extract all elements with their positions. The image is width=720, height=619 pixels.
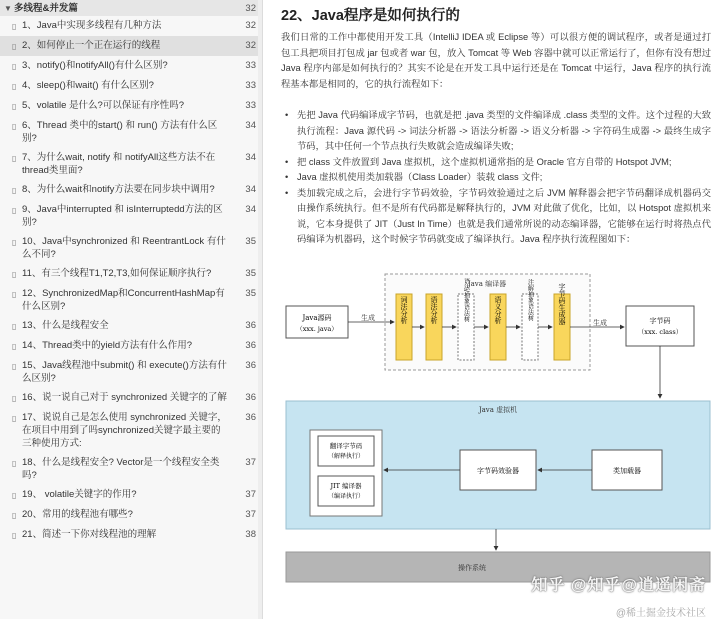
toc-item-page: 35 <box>245 236 256 247</box>
toc-item-page: 34 <box>245 204 256 215</box>
toc-item-page: 32 <box>245 20 256 31</box>
toc-item-label: 13、什么是线程安全 <box>22 320 109 331</box>
verifier-label: 字节码效验器 <box>477 467 519 475</box>
toc-item[interactable] <box>0 148 262 180</box>
toc-item-label: 14、Thread类中的yield方法有什么作用? <box>22 340 192 351</box>
bookmark-icon: ▯ <box>12 491 17 500</box>
toc-item-label: 5、volatile 是什么?可以保证有序性吗? <box>22 100 185 111</box>
toc-item[interactable] <box>0 76 262 96</box>
toc-item-page: 32 <box>245 40 256 51</box>
jvm-title: Java 虚拟机 <box>478 406 518 414</box>
interpreter-sub: （解释执行） <box>327 453 365 460</box>
toc-item-label: 11、有三个线程T1,T2,T3,如何保证顺序执行? <box>22 268 212 279</box>
bookmark-icon: ▯ <box>12 362 17 371</box>
toc-item-page: 33 <box>245 60 256 71</box>
bullet-list <box>285 108 711 248</box>
source-label: Java源码 <box>302 314 332 322</box>
toc-item[interactable] <box>0 264 262 284</box>
annotated-ast-label: 注解抽象语法树 <box>526 279 534 321</box>
bytecode-label: 字节码 <box>649 317 671 325</box>
bookmark-icon: ▯ <box>12 42 17 51</box>
document-page <box>263 0 720 619</box>
toc-item[interactable] <box>0 180 262 200</box>
bookmark-icon: ▯ <box>12 531 17 540</box>
toc-item-page: 33 <box>245 100 256 111</box>
bookmark-icon: ▯ <box>12 270 17 279</box>
bullet-item: • 把 class 文件放置到 Java 虚拟机，这个虚拟机通常指的是 Oracle 官方自带的 Hotspot JVM; <box>285 155 711 171</box>
generate-label-2: 生成 <box>593 319 607 327</box>
toc-list <box>0 16 262 545</box>
toc-item-label: 2、如何停止一个正在运行的线程 <box>22 40 161 51</box>
toc-sidebar <box>0 0 263 619</box>
toc-item[interactable] <box>0 356 262 388</box>
toc-item-label: 21、简述一下你对线程池的理解 <box>22 529 157 540</box>
toc-item[interactable] <box>0 453 262 485</box>
toc-item-label: 1、Java中实现多线程有几种方法 <box>22 20 162 31</box>
java-execution-diagram <box>280 244 717 596</box>
generate-label-1: 生成 <box>361 314 375 322</box>
toc-item-label: 18、什么是线程安全? Vector是一个线程安全类吗? <box>22 457 220 481</box>
jit-label: JIT 编译器 <box>330 482 362 490</box>
bookmark-icon: ▯ <box>12 511 17 520</box>
toc-item[interactable] <box>0 16 262 36</box>
toc-item[interactable] <box>0 408 262 453</box>
toc-item-label: 10、Java中synchronized 和 ReentrantLock 有什么不同? <box>22 236 226 260</box>
toc-item-page: 36 <box>245 360 256 371</box>
toc-item-label: 17、说说自己是怎么使用 synchronized 关键字，在项目中用到了吗synchronized关键字最主要的三种使用方式: <box>22 412 227 449</box>
bookmark-icon: ▯ <box>12 62 17 71</box>
toc-item-page: 38 <box>245 529 256 540</box>
bookmark-icon: ▯ <box>12 82 17 91</box>
toc-item[interactable] <box>0 525 262 545</box>
toc-item[interactable] <box>0 505 262 525</box>
toc-item-page: 36 <box>245 392 256 403</box>
toc-item[interactable] <box>0 336 262 356</box>
toc-item-page: 34 <box>245 120 256 131</box>
bookmark-icon: ▯ <box>12 394 17 403</box>
toc-section-header[interactable] <box>0 0 262 16</box>
page-title: 22、Java程序是如何执行的 <box>281 8 460 24</box>
bullet-item: • 先把 Java 代码编译成字节码，也就是把 .java 类型的文件编译成 .class 类型的文件。这个过程的大致执行流程：Java 源代码 -> 词法分析器 -> 语法分析器 -> 语义分析器 -> 字符码生成器 -> 最终生成字节码，其中任何一个节点执行失败就会造成编译失败; <box>285 108 711 155</box>
bookmark-icon: ▯ <box>12 342 17 351</box>
toc-item[interactable] <box>0 56 262 76</box>
jit-sub: （编译执行） <box>327 493 365 500</box>
toc-item[interactable] <box>0 200 262 232</box>
toc-item-page: 33 <box>245 80 256 91</box>
toc-item[interactable] <box>0 232 262 264</box>
watermark: 知乎 @知乎@逍遥闲斋 <box>531 577 706 594</box>
toc-item-page: 37 <box>245 457 256 468</box>
toc-item-page: 37 <box>245 489 256 500</box>
interpreter-label: 翻译字节码 <box>329 442 363 450</box>
toc-item-label: 6、Thread 类中的start() 和 run() 方法有什么区别? <box>22 120 218 144</box>
toc-item-page: 35 <box>245 268 256 279</box>
toc-item-label: 8、为什么wait和notify方法要在同步块中调用? <box>22 184 215 195</box>
bookmark-icon: ▯ <box>12 122 17 131</box>
intro-paragraph: 我们日常的工作中都使用开发工具（IntelliJ IDEA 或 Eclipse 等）可以很方便的调试程序，或者是通过打包工具把项目打包成 jar 包或者 war 包，放入 Tomcat 等 Web 容器中就可以正常运行了，但你有没有想过 Java 程序内部是如何执行的？其实不论是在开发工具中运行还是在 Tomcat 中运行，Java 程序的执行流程基本都是相同的，它的执行流程如下： <box>281 32 711 89</box>
compiler-title: Java 编译器 <box>467 280 507 288</box>
bytecode-sub: （xxx. class） <box>637 328 683 336</box>
toc-item[interactable] <box>0 36 262 56</box>
toc-item-page: 36 <box>245 412 256 423</box>
bytecode-box <box>626 306 694 346</box>
sidebar-scrollbar[interactable] <box>258 0 262 619</box>
toc-item[interactable] <box>0 316 262 336</box>
jit-box <box>318 476 374 506</box>
bookmark-icon: ▯ <box>12 459 17 468</box>
toc-item-page: 34 <box>245 152 256 163</box>
toc-item-label: 3、notify()和notifyAll()有什么区别? <box>22 60 168 71</box>
bookmark-icon: ▯ <box>12 186 17 195</box>
toc-item-label: 20、常用的线程池有哪些? <box>22 509 133 520</box>
toc-item-label: 7、为什么wait, notify 和 notifyAll这些方法不在thread类里面? <box>22 152 216 176</box>
source-sub: （xxx. java） <box>296 325 338 333</box>
bullet-item: • Java 虚拟机使用类加载器（Class Loader）装载 class 文件; <box>285 170 711 186</box>
bookmark-icon: ▯ <box>12 154 17 163</box>
source-box <box>286 306 348 338</box>
bookmark-icon: ▯ <box>12 206 17 215</box>
bytecode-gen-label: 字节码生成器 <box>558 283 566 325</box>
collapse-caret-icon[interactable]: ▼ <box>4 3 12 13</box>
toc-item-label: 19、 volatile关键字的作用? <box>22 489 137 500</box>
toc-item-label: 12、SynchronizedMap和ConcurrentHashMap有什么区别? <box>22 288 225 312</box>
toc-item-page: 34 <box>245 184 256 195</box>
toc-item-label: 15、Java线程池中submit() 和 execute()方法有什么区别? <box>22 360 227 384</box>
toc-item-page: 35 <box>245 288 256 299</box>
toc-item-page: 36 <box>245 320 256 331</box>
interpreter-box <box>318 436 374 466</box>
semantic-label: 语义分析 <box>494 296 502 324</box>
toc-item[interactable] <box>0 284 262 316</box>
toc-section-label: 多线程&并发篇 <box>14 2 78 14</box>
toc-item-label: 4、sleep()和wait() 有什么区别? <box>22 80 154 91</box>
parser-label: 语法分析 <box>430 296 438 324</box>
toc-item[interactable] <box>0 96 262 116</box>
toc-item[interactable] <box>0 485 262 505</box>
toc-item-page: 37 <box>245 509 256 520</box>
bookmark-icon: ▯ <box>12 102 17 111</box>
bookmark-icon: ▯ <box>12 322 17 331</box>
bullet-item: • 类加载完成之后，会进行字节码效验，字节码效验通过之后 JVM 解释器会把字节码翻译成机器码交由操作系统执行。但不是所有代码都是解释执行的，JVM 对此做了优化，比如，以 Hotspot 虚拟机来说，它本身提供了 JIT（Just In Time）也就是我们通常所说的动态编译器，它能够在运行时将热点代码编译为机器码，这个时候字节码就变成了编译执行。Java 程序执行流程图如下： <box>285 186 711 248</box>
toc-item-page: 36 <box>245 340 256 351</box>
bookmark-icon: ▯ <box>12 290 17 299</box>
toc-item[interactable] <box>0 388 262 408</box>
os-label: 操作系统 <box>458 564 486 572</box>
bookmark-icon: ▯ <box>12 414 17 423</box>
toc-item-label: 9、Java中interrupted 和 isInterruptedd方法的区别? <box>22 204 223 228</box>
bookmark-icon: ▯ <box>12 22 17 31</box>
ast-label: 语法/抽象语法树 <box>462 277 470 323</box>
lexer-label: 词法分析 <box>400 296 408 324</box>
classloader-label: 类加载器 <box>613 467 641 475</box>
toc-section-page: 32 <box>245 2 256 14</box>
watermark-sub: @稀土掘金技术社区 <box>615 608 706 619</box>
bookmark-icon: ▯ <box>12 238 17 247</box>
toc-item-label: 16、说一说自己对于 synchronized 关键字的了解 <box>22 392 227 403</box>
toc-item[interactable] <box>0 116 262 148</box>
